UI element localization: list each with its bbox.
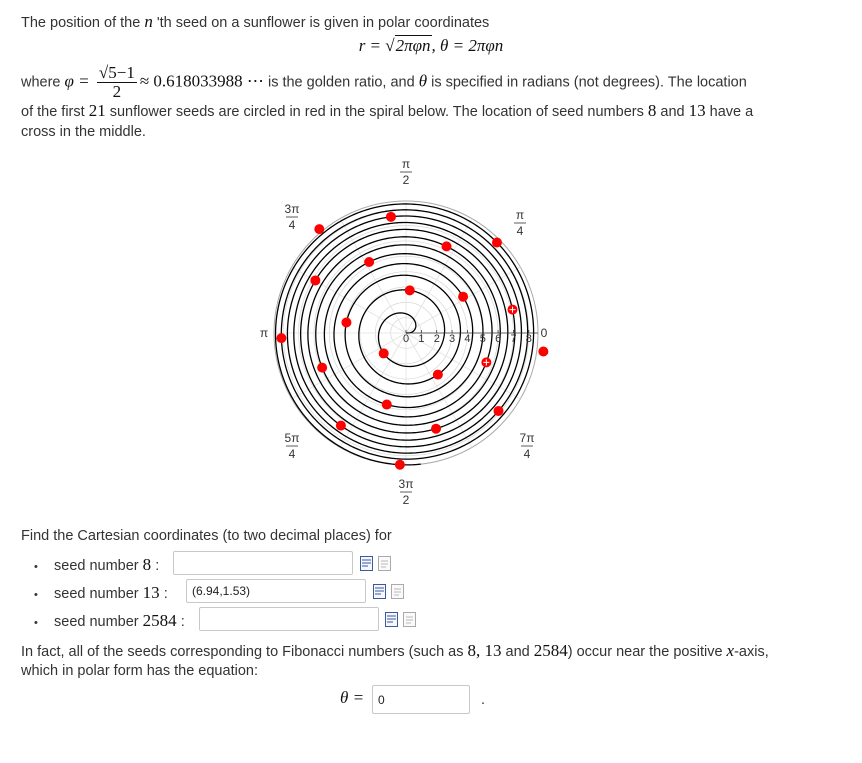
angle-label-3pi-over-2-denominator: 2 [402,493,410,507]
radial-tick-label: 3 [449,333,456,345]
angle-label-7pi-over-4-denominator: 4 [523,447,531,461]
theta-input[interactable] [372,685,470,714]
seed-marker [317,363,327,373]
theta-equation-label: θ = [340,688,365,707]
angle-label-3pi-over-4-denominator: 4 [288,218,296,232]
angle-label-pi: π [259,326,269,340]
seed-marker [431,424,441,434]
seed-marker [382,400,392,410]
seed-marker [364,257,374,267]
radial-tick-label: 6 [495,333,502,345]
radial-tick-label: 4 [464,333,471,345]
seed-marker [379,348,389,358]
trailing-period: . [481,692,486,708]
phi-fraction: $\frac{√5-1}{2}$ [98,63,135,101]
angle-label-pi-over-4-denominator: 4 [516,224,524,238]
seed-marker [276,333,286,343]
seed-13-input[interactable] [186,579,366,603]
sunflower-spiral-plot [250,145,590,515]
radial-tick-label: 5 [479,333,486,345]
angle-label-3pi-over-2-numerator: 3π [398,477,414,491]
polar-formula: r = √2πφn, θ = 2πφn [358,36,504,55]
seed-marker [314,224,324,234]
seed-marker [458,292,468,302]
answer-item-8: • seed number 8 : [34,555,160,574]
radial-tick-label: 2 [433,333,440,345]
seed-marker [405,285,415,295]
golden-ratio-line: where φ = $\frac{√5-1}{2}$ ≈ 0.618033988 ⋯ is the golden ratio, and θ is specified in radians (not degrees). The location [21,63,747,101]
angle-label-zero: 0 [540,326,548,340]
seed-marker [494,406,504,416]
preview-icon[interactable] [373,584,386,599]
fibonacci-fact-line-1: In fact, all of the seeds corresponding to Fibonacci numbers (such as 8, 13 and 2584) occur near the positive x-axis, [21,641,769,660]
help-document-icon[interactable] [403,612,416,627]
seed-marker [433,370,443,380]
seed-marker [310,275,320,285]
radial-tick-label: 1 [418,333,425,345]
help-document-icon[interactable] [378,556,391,571]
intro-line-3: of the first 21 sunflower seeds are circled in red in the spiral below. The location of seed numbers 8 and 13 have a [21,101,754,120]
n-var: n [144,12,153,31]
preview-icon[interactable] [360,556,373,571]
answer-item-2584: • seed number 2584 : [34,611,185,630]
radial-tick-label: 0 [403,333,410,345]
help-document-icon[interactable] [391,584,404,599]
seed-2584-input[interactable] [199,607,379,631]
question-prompt: Find the Cartesian coordinates (to two decimal places) for [21,528,392,544]
seed-marker [336,421,346,431]
seed-marker [386,212,396,222]
seed-marker [492,237,502,247]
angle-label-pi-over-2-numerator: π [401,157,411,171]
seed-marker [442,241,452,251]
intro-line-1: The position of the n 'th seed on a sunflower is given in polar coordinates [21,12,490,31]
seed-marker [395,460,405,470]
seed-marker [341,317,351,327]
angle-label-pi-over-4-numerator: π [515,208,525,222]
fibonacci-fact-line-2: which in polar form has the equation: [21,663,258,679]
answer-item-13: • seed number 13 : [34,583,168,602]
angle-label-3pi-over-4-numerator: 3π [284,202,300,216]
angle-label-5pi-over-4-numerator: 5π [284,431,300,445]
angle-label-5pi-over-4-denominator: 4 [288,447,296,461]
seed-marker [538,346,548,356]
preview-icon[interactable] [385,612,398,627]
intro-line-4: cross in the middle. [21,124,146,140]
radial-tick-label: 8 [525,333,532,345]
radial-tick-label: 7 [510,333,517,345]
seed-8-input[interactable] [173,551,353,575]
angle-label-7pi-over-4-numerator: 7π [519,431,535,445]
angle-label-pi-over-2-denominator: 2 [402,173,410,187]
